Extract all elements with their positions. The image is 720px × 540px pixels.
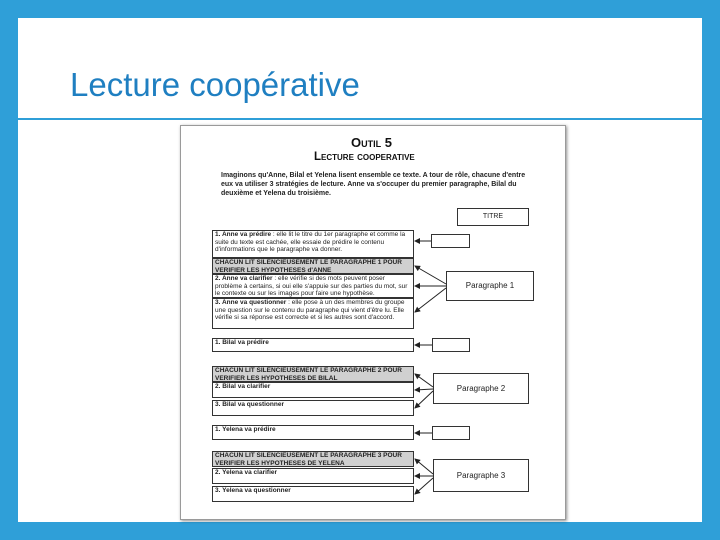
- arrow-bilal-clarify: [415, 389, 433, 390]
- step-yelena-clarify: 2. Yelena va clarifier: [212, 468, 414, 484]
- arrow-anne-question: [415, 288, 446, 312]
- arrows-layer: [181, 126, 565, 519]
- paragraph-box-3: Paragraphe 3: [433, 459, 529, 492]
- arrow-bilal-read: [415, 374, 433, 387]
- step-anne-clarify-text: : elle vérifie si des mots peuvent poser problème à certains, si oui elle s'appuie sur des parties du mot, sur le contexte ou sur les images pour faire une hypothèse.: [215, 275, 408, 298]
- arrow-anne-read: [415, 266, 446, 284]
- worksheet-heading: Lecture cooperative: [314, 151, 415, 163]
- step-anne-clarify-lead: 2. Anne va clarifier: [215, 275, 273, 282]
- step-anne-question-lead: 3. Anne va questionner: [215, 299, 287, 306]
- step-anne-question-text: : elle pose à un des membres du groupe une question sur le contenu du paragraphe qui vient d'être lu. Elle vérifie si sa réponse est correcte et si les autres sont d'accord.: [215, 299, 405, 322]
- step-anne-read-silently: CHACUN LIT SILENCIEUSEMENT LE PARAGRAPHE 1 POUR VERIFIER LES HYPOTHESES d'ANNE: [212, 258, 414, 274]
- arrow-yelena-read: [415, 459, 433, 474]
- step-yelena-predict: 1. Yelena va prédire: [212, 425, 414, 440]
- step-bilal-question: 3. Bilal va questionner: [212, 400, 414, 416]
- worksheet-tool-label: Outil 5: [351, 135, 392, 150]
- arrow-yelena-question: [415, 478, 433, 494]
- paragraph-box-1: Paragraphe 1: [446, 271, 534, 301]
- step-anne-predict-lead: 1. Anne va prédire: [215, 231, 272, 238]
- worksheet-intro: Imaginons qu'Anne, Bilal et Yelena lisent ensemble ce texte. A tour de rôle, chacune d'entre eux va utiliser 3 stratégies de lecture. Anne va s'occuper du premier paragraphe, Bilal du deuxième et Yelena du troisième.: [221, 172, 526, 197]
- step-yelena-question: 3. Yelena va questionner: [212, 486, 414, 502]
- step-anne-predict-text: : elle lit le titre du 1er paragraphe et comme la suite du texte est cachée, elle essaie de prédire le contenu d'informations que le paragraphe va donner.: [215, 231, 406, 254]
- step-yelena-read-silently: CHACUN LIT SILENCIEUSEMENT LE PARAGRAPHE 3 POUR VERIFIER LES HYPOTHESES DE YELENA: [212, 451, 414, 467]
- step-bilal-clarify: 2. Bilal va clarifier: [212, 382, 414, 398]
- worksheet-image: [180, 125, 566, 520]
- paragraph-box-2: Paragraphe 2: [433, 373, 529, 404]
- slide-title: Lecture coopérative: [70, 66, 360, 103]
- titre-box: TITRE: [457, 208, 529, 226]
- step-bilal-predict: 1. Bilal va prédire: [212, 338, 414, 352]
- arrow-bilal-question: [415, 391, 433, 408]
- step-bilal-read-silently: CHACUN LIT SILENCIEUSEMENT LE PARAGRAPHE 2 POUR VERIFIER LES HYPOTHESES DE BILAL: [212, 366, 414, 382]
